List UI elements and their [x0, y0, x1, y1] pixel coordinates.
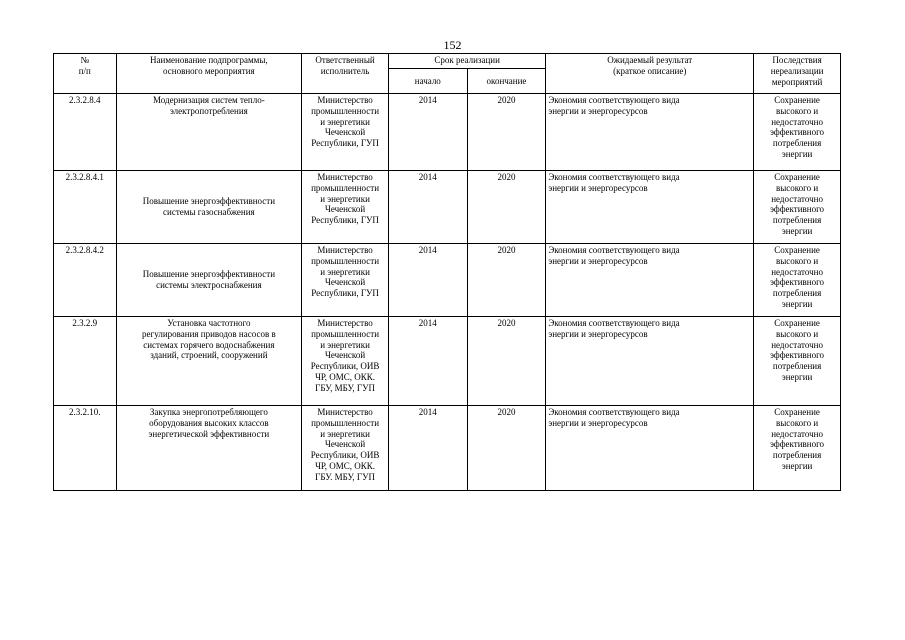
header-name: Наименование подпрограммы, основного мероприятия — [116, 54, 302, 94]
row-responsible: Министерство промышленности и энергетики Чеченской Республики, ОИВ ЧР, ОМС, ОКК. ГБУ. МБУ, ГУП — [302, 406, 389, 491]
row-start-year: 2014 — [388, 94, 467, 171]
table-row — [54, 406, 841, 491]
table-row — [54, 317, 841, 406]
header-consequences: Последствия нереализации мероприятий — [754, 54, 841, 94]
row-number: 2.3.2.9 — [54, 317, 117, 406]
row-name: Повышение энергоэффективности системы газоснабжения — [116, 171, 302, 244]
row-responsible: Министерство промышленности и энергетики Чеченской Республики, ГУП — [302, 244, 389, 317]
row-name: Установка частотного регулирования приводов насосов в системах горячего водоснабжения зданий, строений, сооружений — [116, 317, 302, 406]
header-row — [54, 54, 841, 69]
row-result: Экономия соответствующего вида энергии и энергоресурсов — [546, 171, 754, 244]
header-result: Ожидаемый результат (краткое описание) — [546, 54, 754, 94]
row-end-year: 2020 — [467, 317, 546, 406]
header-responsible: Ответственный исполнитель — [302, 54, 389, 94]
row-consequences: Сохранение высокого и недостаточно эффективного потребления энергии — [754, 171, 841, 244]
activities-table — [53, 53, 841, 491]
row-consequences: Сохранение высокого и недостаточно эффективного потребления энергии — [754, 94, 841, 171]
header-end: окончание — [467, 69, 546, 94]
row-number: 2.3.2.8.4 — [54, 94, 117, 171]
row-responsible: Министерство промышленности и энергетики Чеченской Республики, ГУП — [302, 94, 389, 171]
row-consequences: Сохранение высокого и недостаточно эффективного потребления энергии — [754, 244, 841, 317]
header-start: начало — [388, 69, 467, 94]
row-start-year: 2014 — [388, 317, 467, 406]
row-number: 2.3.2.8.4.1 — [54, 171, 117, 244]
row-start-year: 2014 — [388, 244, 467, 317]
row-result: Экономия соответствующего вида энергии и энергоресурсов — [546, 244, 754, 317]
row-end-year: 2020 — [467, 171, 546, 244]
row-consequences: Сохранение высокого и недостаточно эффективного потребления энергии — [754, 317, 841, 406]
table-row — [54, 171, 841, 244]
row-name: Модернизация систем тепло- электропотребления — [116, 94, 302, 171]
table-row — [54, 244, 841, 317]
row-result: Экономия соответствующего вида энергии и энергоресурсов — [546, 317, 754, 406]
page-number: 152 — [443, 38, 462, 52]
row-name: Повышение энергоэффективности системы электроснабжения — [116, 244, 302, 317]
row-result: Экономия соответствующего вида энергии и энергоресурсов — [546, 406, 754, 491]
row-result: Экономия соответствующего вида энергии и энергоресурсов — [546, 94, 754, 171]
row-consequences: Сохранение высокого и недостаточно эффективного потребления энергии — [754, 406, 841, 491]
row-end-year: 2020 — [467, 244, 546, 317]
header-period: Срок реализации — [388, 54, 545, 69]
row-start-year: 2014 — [388, 171, 467, 244]
header-number: № п/п — [54, 54, 117, 94]
row-number: 2.3.2.8.4.2 — [54, 244, 117, 317]
row-end-year: 2020 — [467, 406, 546, 491]
table-row — [54, 94, 841, 171]
row-responsible: Министерство промышленности и энергетики Чеченской Республики, ГУП — [302, 171, 389, 244]
row-end-year: 2020 — [467, 94, 546, 171]
row-number: 2.3.2.10. — [54, 406, 117, 491]
row-name: Закупка энергопотребляющего оборудования высоких классов энергетической эффективности — [116, 406, 302, 491]
row-start-year: 2014 — [388, 406, 467, 491]
row-responsible: Министерство промышленности и энергетики Чеченской Республики, ОИВ ЧР, ОМС, ОКК. ГБУ, МБУ, ГУП — [302, 317, 389, 406]
